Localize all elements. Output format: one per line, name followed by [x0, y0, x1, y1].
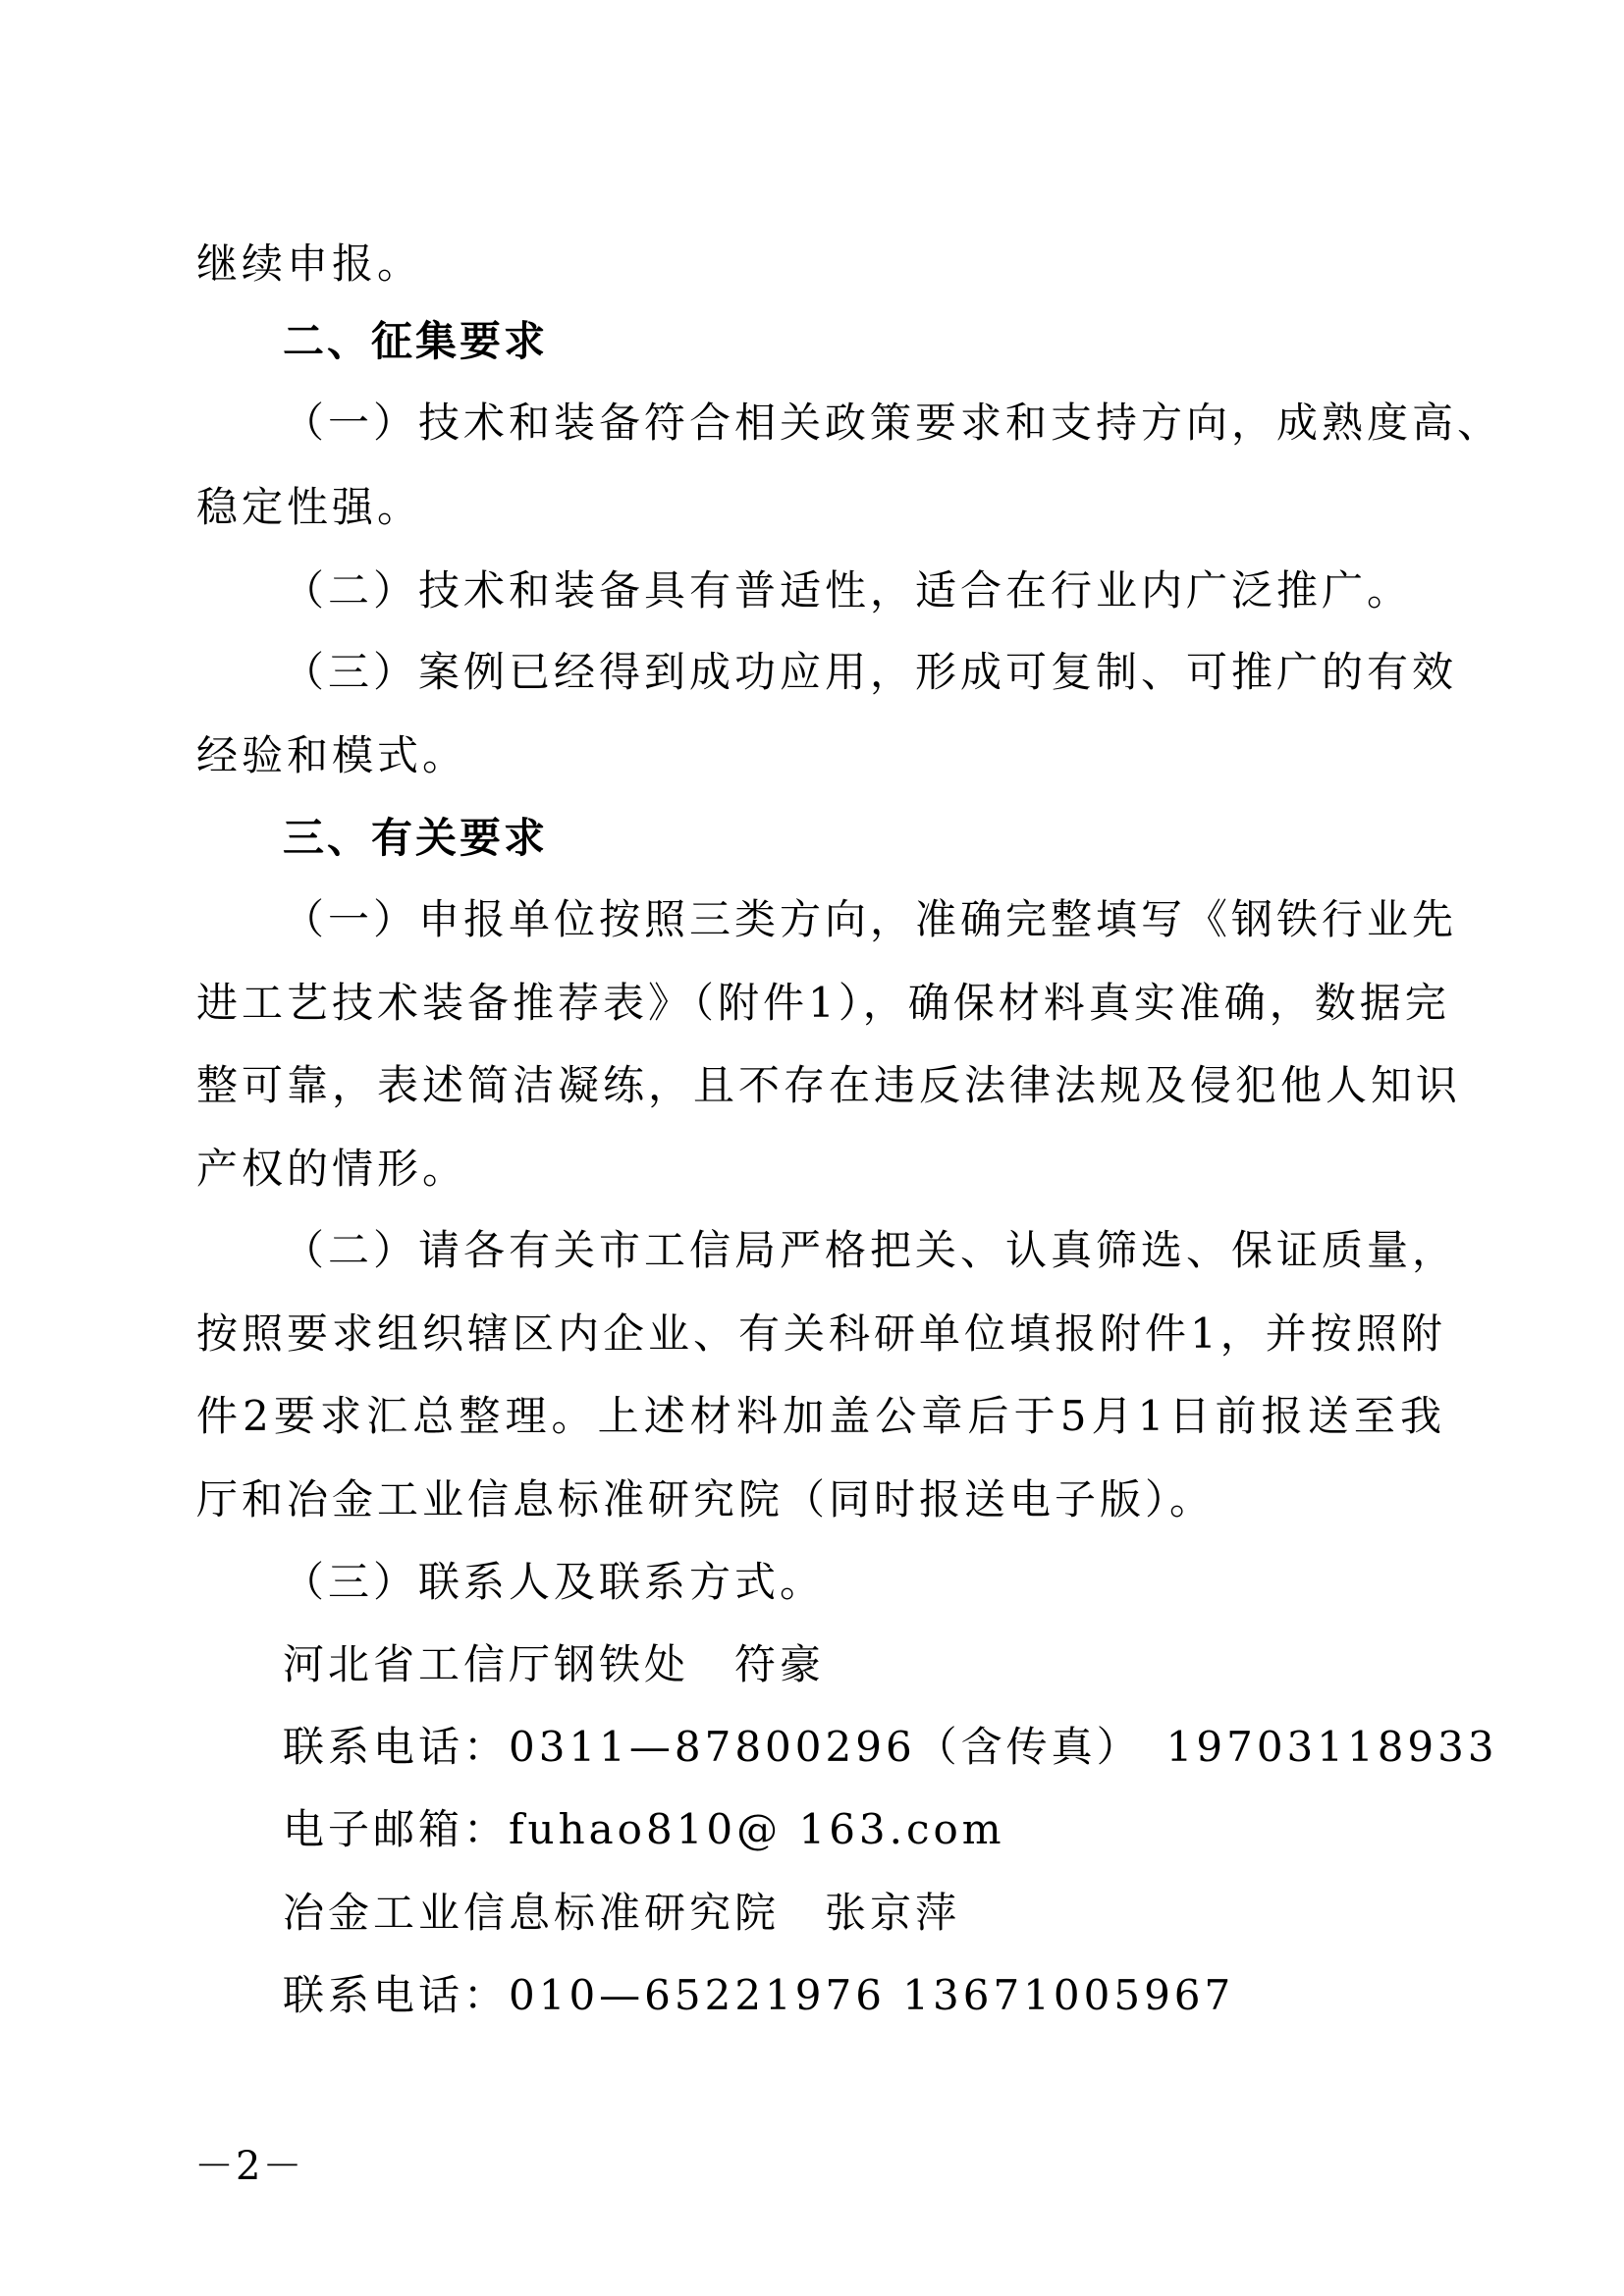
section-heading: 二、征集要求 [283, 317, 549, 365]
body-line [283, 1223, 1458, 1278]
body-line [283, 892, 1458, 947]
body-line-text: 按照要求组织辖区内企业、有关科研单位填报附件1，并按照附 [196, 1309, 1446, 1358]
body-line: 稳定性强。 [196, 483, 423, 531]
contact-line: 河北省工信厅钢铁处 符豪 [283, 1640, 826, 1688]
body-line-text: （一）技术和装备符合相关政策要求和支持方向，成熟度高、 [283, 399, 1503, 447]
contact-line [283, 1720, 1498, 1775]
body-line-text: （三）案例已经得到成功应用，形成可复制、可推广的有效 [283, 648, 1458, 696]
body-line: 继续申报。 [196, 240, 423, 288]
contact-line: 冶金工业信息标准研究院 张京萍 [283, 1889, 961, 1937]
body-line: 厅和冶金工业信息标准研究院（同时报送电子版）。 [196, 1475, 1216, 1523]
body-line [283, 396, 1503, 451]
contact-line: 联系电话：010—65221976 13671005967 [283, 1971, 1235, 2019]
body-line-text: （二）请各有关市工信局严格把关、认真筛选、保证质量， [283, 1226, 1458, 1274]
section-heading: 三、有关要求 [283, 814, 549, 862]
page-number: －2－ [194, 2144, 304, 2189]
body-line: （二）技术和装备具有普适性，适合在行业内广泛推广。 [283, 566, 1413, 614]
contact-line-text: 联系电话：0311—87800296（含传真） 19703118933 [283, 1723, 1498, 1771]
body-line [196, 1389, 1445, 1444]
body-line [283, 645, 1458, 700]
body-line-text: 进工艺技术装备推荐表》（附件1），确保材料真实准确，数据完 [196, 979, 1450, 1027]
body-line: 经验和模式。 [196, 731, 468, 779]
body-line: （三）联系人及联系方式。 [283, 1558, 826, 1606]
body-line-text: （一）申报单位按照三类方向，准确完整填写《钢铁行业先 [283, 895, 1458, 943]
body-line-text: 整可靠，表述简洁凝练，且不存在违反法律法规及侵犯他人知识 [196, 1061, 1462, 1109]
body-line: 产权的情形。 [196, 1145, 468, 1193]
body-line [196, 1307, 1445, 1362]
body-line [196, 1058, 1462, 1113]
body-line-text: 件2要求汇总整理。上述材料加盖公章后于5月1日前报送至我 [196, 1392, 1445, 1440]
contact-line: 电子邮箱：fuhao810@ 163.com [283, 1805, 1005, 1853]
body-line [196, 976, 1450, 1031]
